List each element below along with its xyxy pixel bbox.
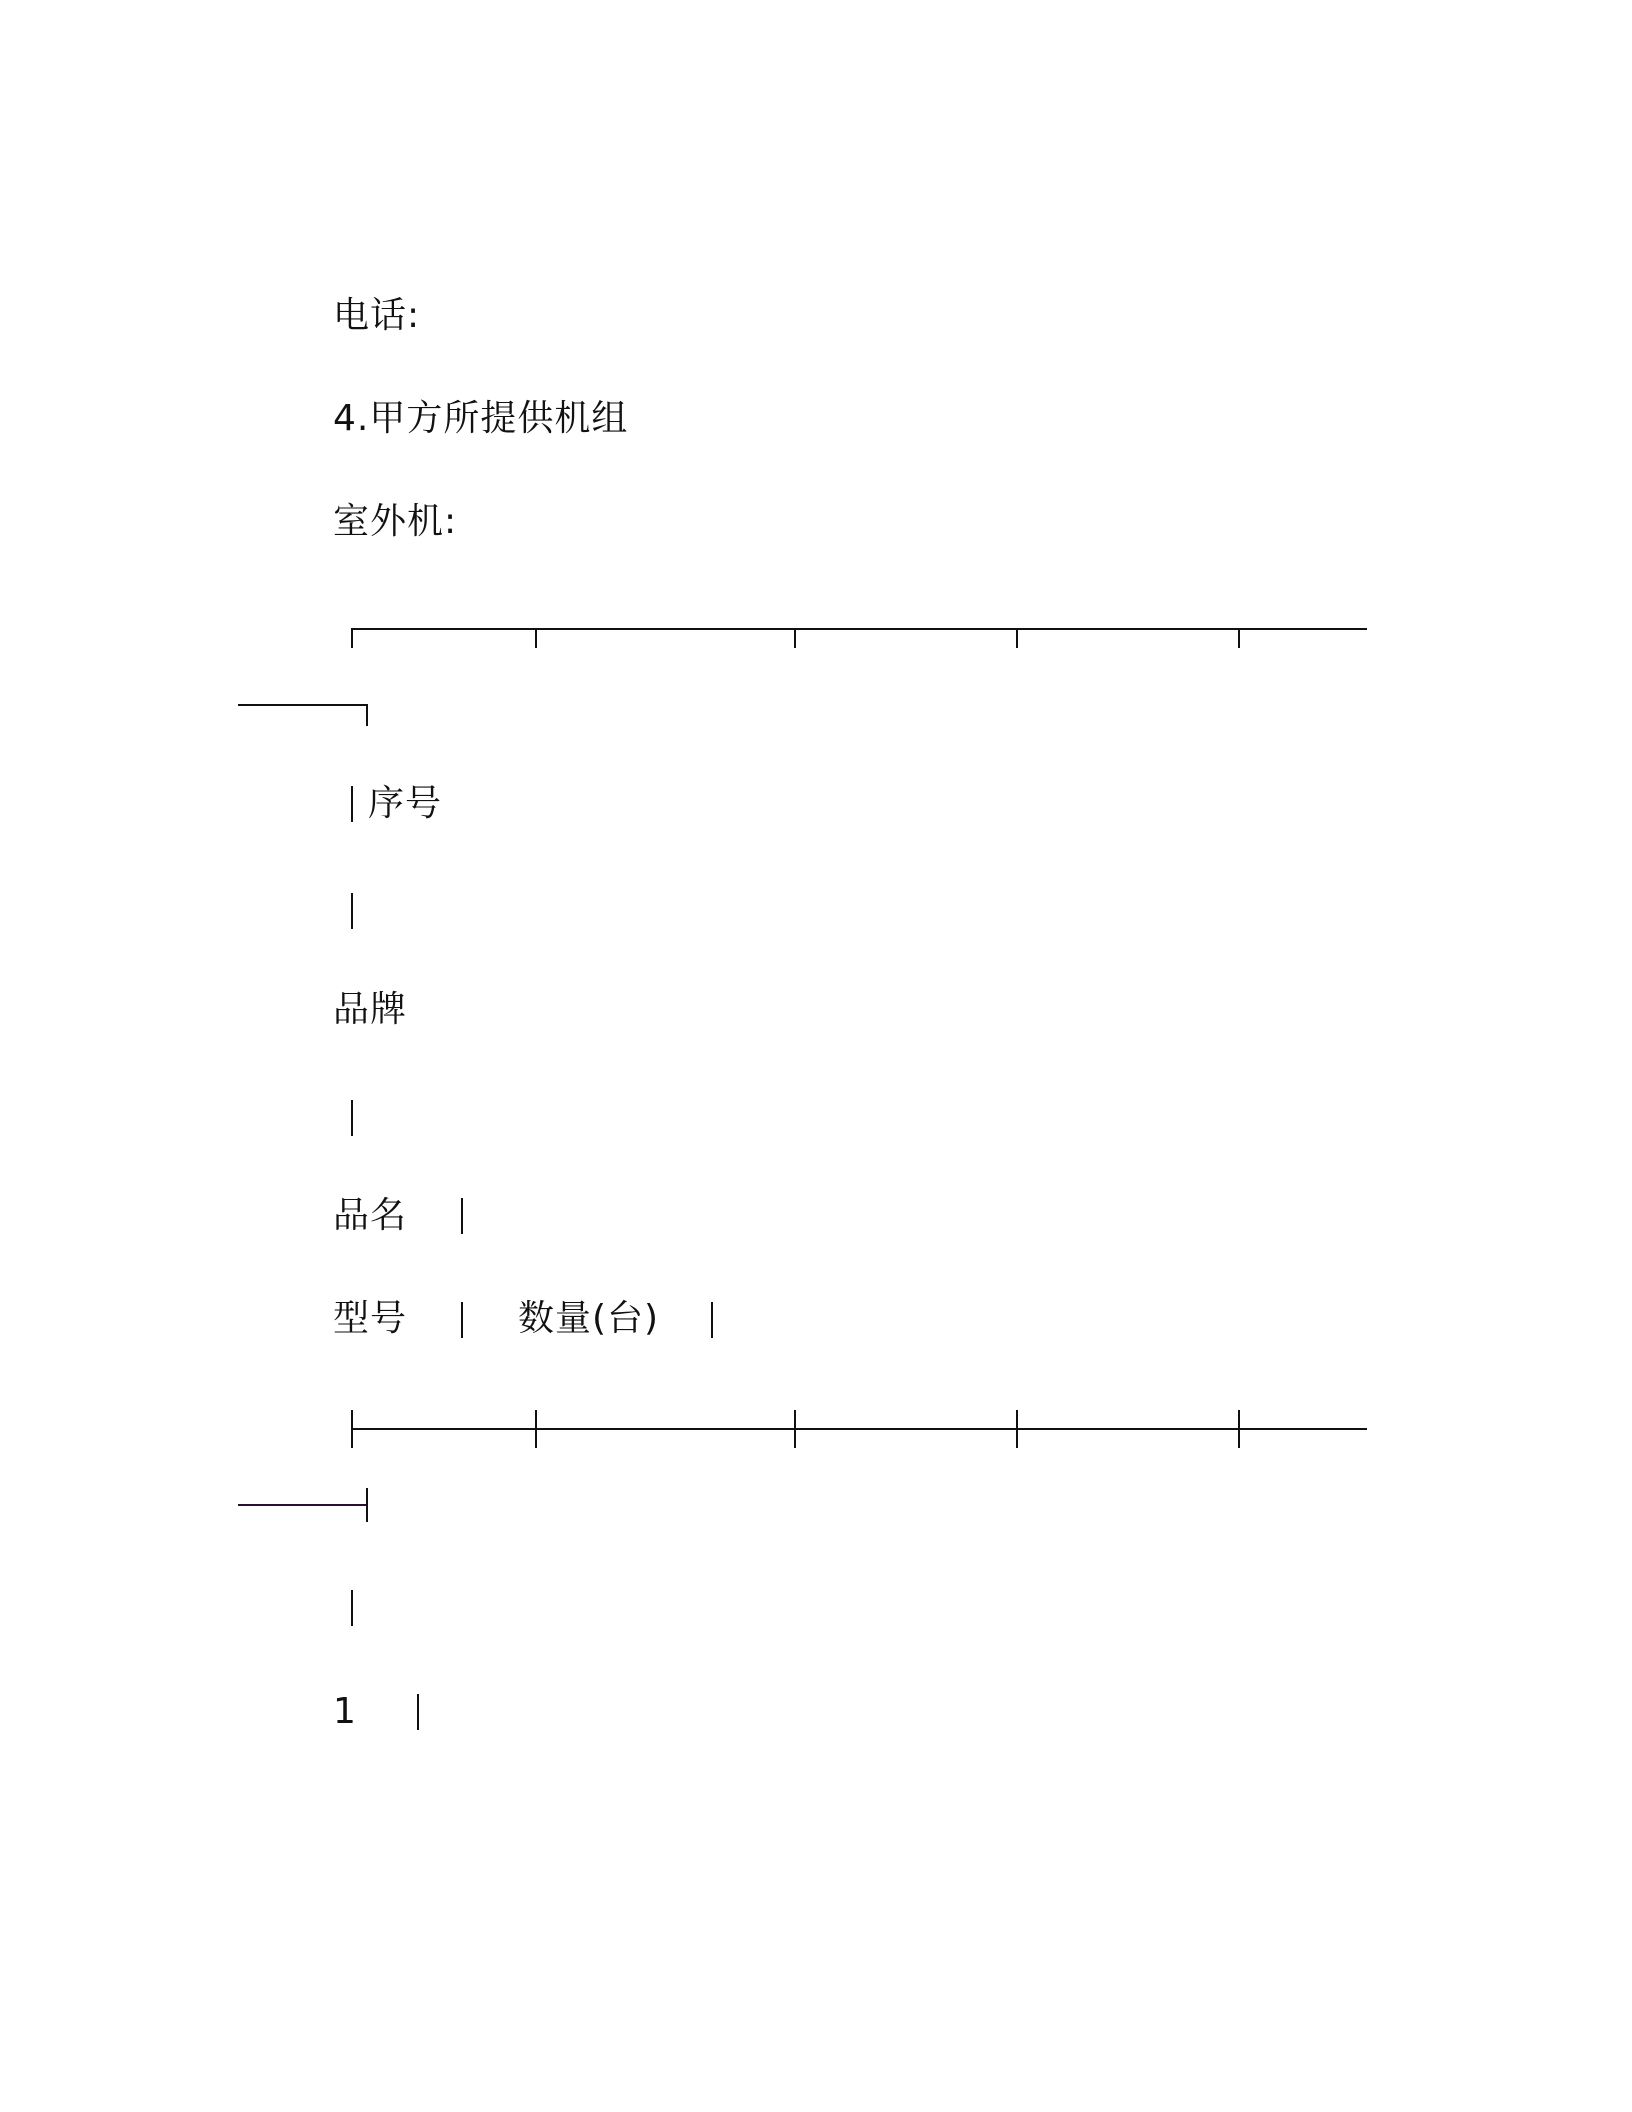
section-heading: 4.甲方所提供机组	[333, 398, 629, 439]
row-1-seq: 1	[333, 1691, 357, 1732]
header-seq: 序号	[368, 783, 443, 824]
cell-divider	[351, 786, 353, 822]
header-quantity: 数量(台)	[518, 1298, 660, 1339]
cell-divider	[351, 1590, 353, 1626]
cell-divider	[461, 1198, 463, 1234]
phone-label: 电话:	[333, 295, 421, 336]
cell-divider	[351, 1100, 353, 1136]
header-model: 型号	[333, 1298, 408, 1339]
header-brand: 品牌	[333, 989, 408, 1030]
cell-divider	[461, 1302, 463, 1338]
cell-divider	[417, 1694, 419, 1730]
cell-divider	[711, 1302, 713, 1338]
header-product-name: 品名	[333, 1195, 408, 1236]
outdoor-unit-label: 室外机:	[333, 501, 458, 542]
cell-divider	[351, 893, 353, 929]
